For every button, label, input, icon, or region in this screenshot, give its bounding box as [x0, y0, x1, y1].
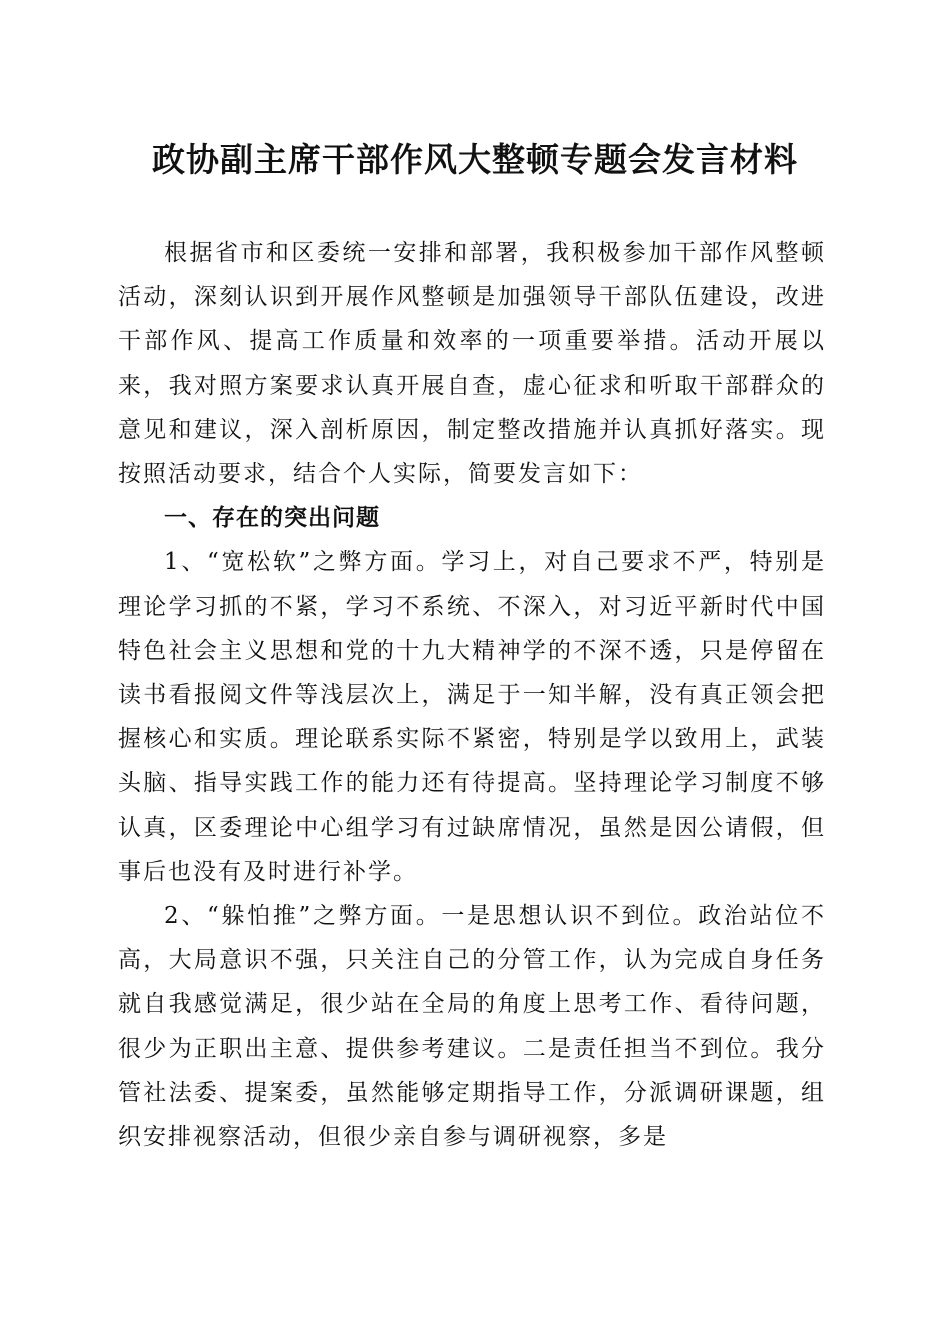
intro-paragraph: 根据省市和区委统一安排和部署，我积极参加干部作风整顿活动，深刻认识到开展作风整顿是加强领导干部队伍建设，改进干部作风、提高工作质量和效率的一项重要举措。活动开展以来，我对照方案要求认真开展自查，虚心征求和听取干部群众的意见和建议，深入剖析原因，制定整改措施并认真抓好落实。现按照活动要求，结合个人实际，简要发言如下： [118, 240, 826, 488]
document-title: 政协副主席干部作风大整顿专题会发言材料 [152, 140, 798, 179]
paragraph-item-2: 2、“躲怕推”之弊方面。一是思想认识不到位。政治站位不高，大局意识不强，只关注自己的分管工作，认为完成自身任务就自我感觉满足，很少站在全局的角度上思考工作、看待问题，很少为正职出主意、提供参考建议。二是责任担当不到位。我分管社法委、提案委，虽然能够定期指导工作，分派调研课题，组织安排视察活动，但很少亲自参与调研视察，多是 [118, 903, 826, 1151]
paragraph-item-1: 1、“宽松软”之弊方面。学习上，对自己要求不严，特别是理论学习抓的不紧，学习不系统、不深入，对习近平新时代中国特色社会主义思想和党的十九大精神学的不深不透，只是停留在读书看报阅文件等浅层次上，满足于一知半解，没有真正领会把握核心和实质。理论联系实际不紧密，特别是学以致用上，武装头脑、指导实践工作的能力还有待提高。坚持理论学习制度不够认真，区委理论中心组学习有过缺席情况，虽然是因公请假，但事后也没有及时进行补学。 [118, 549, 826, 885]
document-body [118, 231, 826, 1159]
section-heading: 一、存在的突出问题 [164, 504, 380, 532]
